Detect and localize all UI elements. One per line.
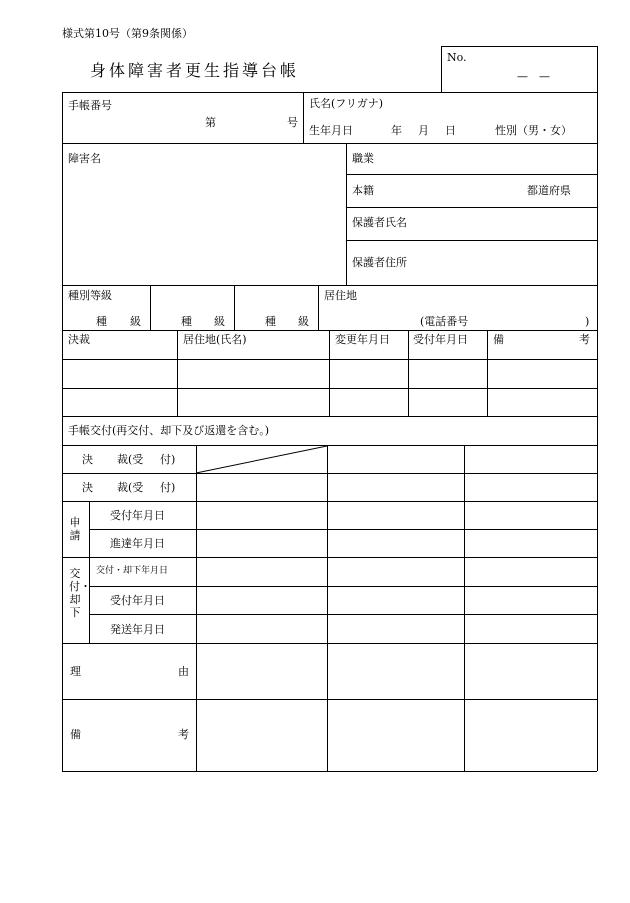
shu-1: 種	[96, 315, 107, 328]
kyu-2: 級	[214, 315, 225, 328]
hist-line-1	[62, 359, 597, 360]
gatsu-label: 月	[418, 124, 429, 137]
shubetsu-tokyu-label: 種別等級	[68, 289, 112, 302]
frame-top	[62, 92, 597, 93]
honseki-label: 本籍	[352, 184, 374, 197]
kofu-row-2: 受付年月日	[110, 594, 165, 607]
dai-label: 第	[205, 116, 216, 129]
shu-3: 種	[265, 315, 276, 328]
kessai-2-c: 付)	[160, 481, 176, 494]
page-title: 身体障害者更生指導台帳	[90, 61, 300, 80]
shinsei-row-1: 受付年月日	[110, 509, 165, 522]
row1-bottom	[62, 143, 597, 144]
frame-left	[62, 92, 63, 771]
iss-line-6	[89, 614, 597, 615]
hist-header-henko: 変更年月日	[335, 333, 390, 346]
hist-header-ko: 考	[579, 333, 590, 346]
riyu-a: 理	[70, 665, 81, 678]
iss-col-2	[327, 445, 328, 771]
iss-col-1	[196, 445, 197, 771]
go-label: 号	[287, 116, 298, 129]
row2-line-c	[346, 240, 597, 241]
kessai-2-a: 決	[82, 481, 93, 494]
nen-label: 年	[391, 124, 402, 137]
kofu-row-3: 発送年月日	[110, 623, 165, 636]
kessai-2-b: 裁(受	[117, 481, 144, 494]
hist-header-uketsuke: 受付年月日	[413, 333, 468, 346]
shimei-label: 氏名(フリガナ)	[309, 97, 384, 110]
seibetsu-label: 性別（男・女）	[495, 124, 572, 137]
shogaimei-label: 障害名	[68, 152, 101, 165]
techo-bango-label: 手帳番号	[68, 99, 112, 112]
iss-line-2	[62, 501, 597, 502]
hist-bottom	[62, 416, 597, 417]
row3-div-2	[234, 285, 235, 330]
issuance-heading: 手帳交付(再交付、却下及び返還を含む。)	[68, 424, 270, 437]
row2-divider	[346, 143, 347, 285]
kessai-1-c: 付)	[160, 453, 176, 466]
hist-header-kyojuchi: 居住地(氏名)	[183, 333, 247, 346]
nichi-label: 日	[445, 124, 456, 137]
kyojuchi-label: 居住地	[324, 289, 357, 302]
shokugyo-label: 職業	[352, 152, 374, 165]
hogosha-jusho-label: 保護者住所	[352, 256, 407, 269]
hist-header-bi: 備	[493, 333, 504, 346]
issuance-heading-bottom	[62, 445, 597, 446]
number-box-left	[441, 46, 442, 92]
kofu-row-1: 交付・却下年月日	[96, 566, 169, 576]
row2-bottom	[62, 285, 597, 286]
kyu-3: 級	[298, 315, 309, 328]
row1-divider	[303, 92, 304, 143]
row2-line-b	[346, 207, 597, 208]
hist-div-4	[487, 330, 488, 416]
biko-a: 備	[70, 728, 81, 741]
row3-div-1	[150, 285, 151, 330]
todofuken-label: 都道府県	[527, 184, 571, 197]
number-label: No.	[447, 51, 467, 64]
shu-2: 種	[181, 315, 192, 328]
iss-line-7	[62, 643, 597, 644]
shinsei-row-2: 進達年月日	[110, 537, 165, 550]
iss-line-4	[62, 557, 597, 558]
iss-line-1	[62, 473, 597, 474]
hist-header-kessai: 決裁	[68, 333, 90, 346]
kofu-label: 交付・却下	[69, 567, 91, 619]
hist-div-1	[177, 330, 178, 416]
frame-right	[597, 92, 598, 771]
frame-bottom	[62, 771, 597, 772]
number-dashes: — —	[517, 70, 550, 83]
shinsei-divider	[89, 501, 90, 643]
hist-div-3	[408, 330, 409, 416]
hogosha-shimei-label: 保護者氏名	[352, 216, 407, 229]
kessai-1-b: 裁(受	[117, 453, 144, 466]
kessai-1-a: 決	[82, 453, 93, 466]
hist-div-2	[329, 330, 330, 416]
denwa-label: (電話番号	[420, 315, 469, 328]
row3-div-3	[318, 285, 319, 330]
riyu-b: 由	[178, 665, 189, 678]
denwa-close: )	[585, 315, 590, 328]
biko-b: 考	[178, 728, 189, 741]
seinengappi-label: 生年月日	[309, 124, 353, 137]
iss-line-5	[89, 586, 597, 587]
iss-col-3	[464, 445, 465, 771]
hist-line-2	[62, 388, 597, 389]
iss-line-3	[89, 529, 597, 530]
form-label: 様式第10号（第9条関係）	[62, 27, 193, 40]
kyu-1: 級	[130, 315, 141, 328]
shinsei-label: 申請	[69, 516, 81, 542]
iss-line-8	[62, 699, 597, 700]
number-box-top	[441, 46, 597, 47]
diagonal-line	[196, 445, 327, 474]
row2-line-a	[346, 174, 597, 175]
number-box-right	[597, 46, 598, 92]
